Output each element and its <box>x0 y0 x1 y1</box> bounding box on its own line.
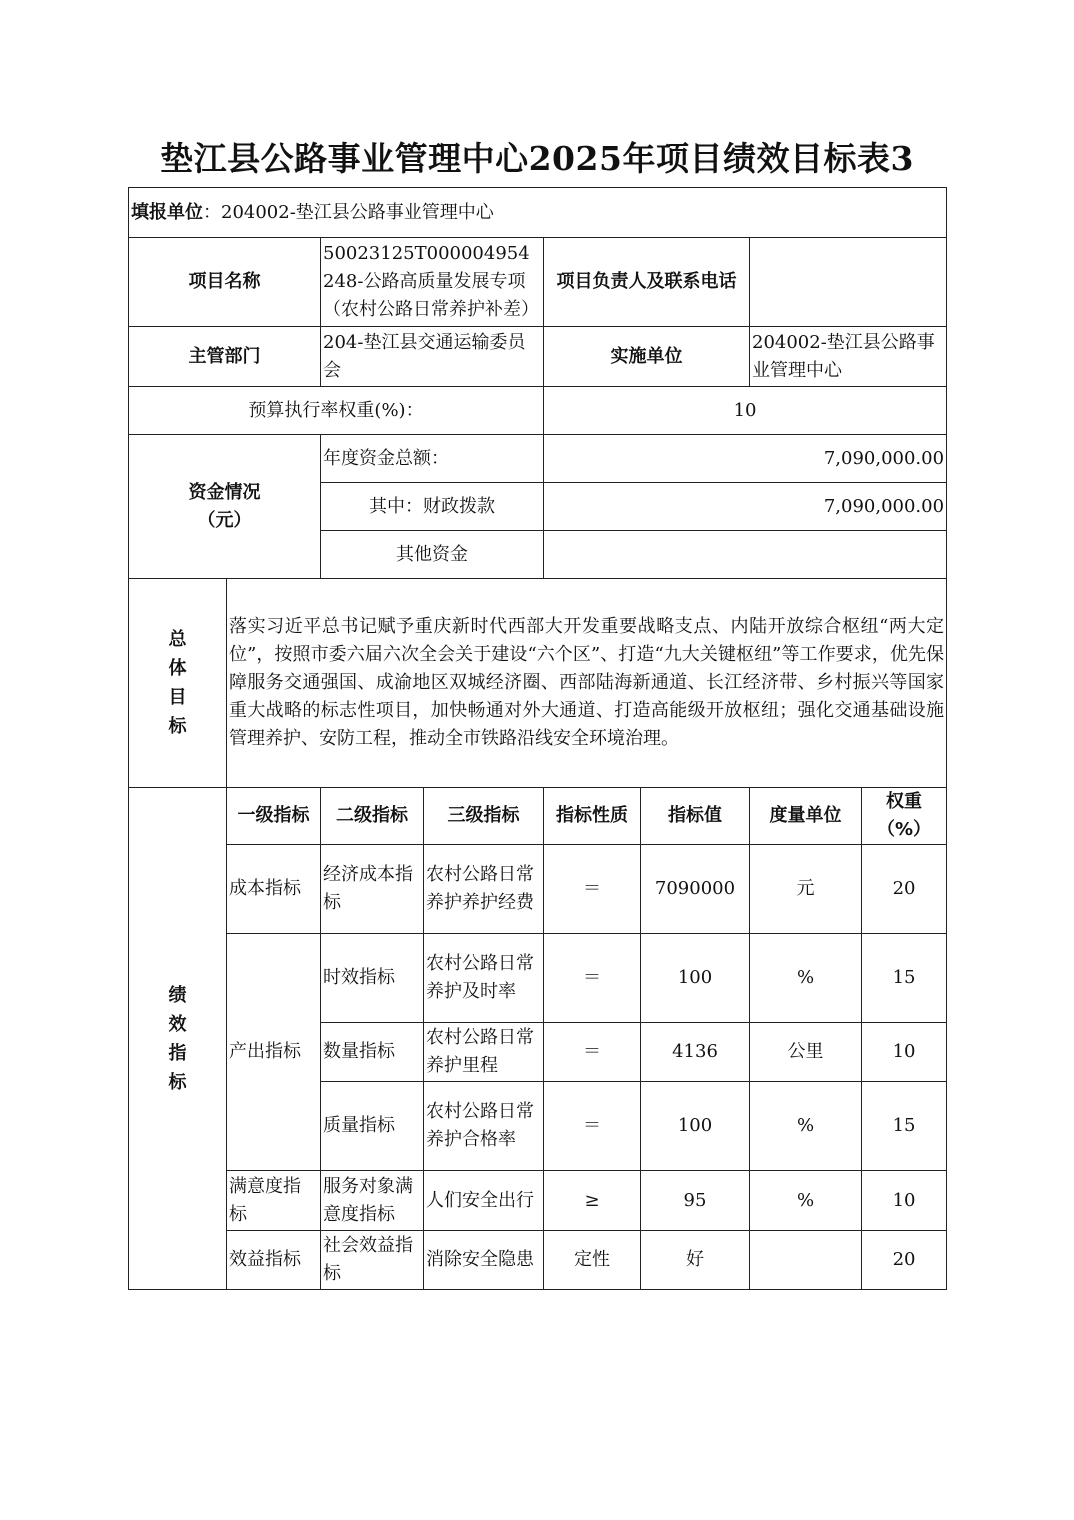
value-cell: 7090000 <box>641 845 750 934</box>
goal-label-char: 体 <box>168 658 187 679</box>
project-contact-value <box>750 238 947 327</box>
header-unit: 度量单位 <box>750 788 862 845</box>
fill-unit-value: 204002-垫江县公路事业管理中心 <box>221 201 494 223</box>
level3-cell: 人们安全出行 <box>424 1171 544 1231</box>
dept-label: 主管部门 <box>129 327 321 387</box>
funds-label-line2: （元） <box>197 509 252 531</box>
weight-cell: 10 <box>862 1023 947 1082</box>
level3-cell: 农村公路日常养护及时率 <box>424 934 544 1023</box>
weight-cell: 20 <box>862 1231 947 1290</box>
indicators-label <box>129 788 227 1290</box>
dept-value: 204-垫江县交通运输委员会 <box>321 327 544 387</box>
header-nature: 指标性质 <box>544 788 641 845</box>
unit-cell: % <box>750 1171 862 1231</box>
level3-cell: 消除安全隐患 <box>424 1231 544 1290</box>
funds-fiscal-value: 7,090,000.00 <box>544 483 947 531</box>
nature-cell: 定性 <box>544 1231 641 1290</box>
nature-cell: ＝ <box>544 1023 641 1082</box>
group-satisfaction: 满意度指标 <box>227 1171 321 1231</box>
header-level1: 一级指标 <box>227 788 321 845</box>
impl-unit-value: 204002-垫江县公路事业管理中心 <box>750 327 947 387</box>
table-row <box>129 845 947 934</box>
unit-cell: % <box>750 934 862 1023</box>
funds-total-value: 7,090,000.00 <box>544 435 947 483</box>
group-output: 产出指标 <box>227 934 321 1171</box>
level2-cell: 社会效益指标 <box>321 1231 424 1290</box>
indicators-label-char: 绩 <box>168 984 187 1006</box>
funds-total-label: 年度资金总额： <box>321 435 544 483</box>
value-cell: 好 <box>641 1231 750 1290</box>
project-name-value: 50023125T000004954248-公路高质量发展专项（农村公路日常养护补差） <box>321 238 544 327</box>
goal-label-char: 目 <box>168 687 187 708</box>
table-row <box>129 1231 947 1290</box>
weight-cell: 15 <box>862 934 947 1023</box>
level3-cell: 农村公路日常养护里程 <box>424 1023 544 1082</box>
goal-label-char: 总 <box>168 629 187 650</box>
fill-unit-label: 填报单位 <box>131 201 203 223</box>
document-title: 垫江县公路事业管理中心2025年项目绩效目标表3 <box>160 139 914 178</box>
funds-fiscal-label: 其中：财政拨款 <box>321 483 544 531</box>
header-value: 指标值 <box>641 788 750 845</box>
project-contact-label: 项目负责人及联系电话 <box>544 238 750 327</box>
project-name-label: 项目名称 <box>129 238 321 327</box>
table-row <box>129 1171 947 1231</box>
funds-label <box>129 435 321 579</box>
funds-other-value <box>544 531 947 579</box>
overall-goal-text: 落实习近平总书记赋予重庆新时代西部大开发重要战略支点、内陆开放综合枢纽“两大定位”，按照市委六届六次全会关于建设“六个区”、打造“九大关键枢纽”等工作要求，优先保障服务交通强国、成渝地区双城经济圈、西部陆海新通道、长江经济带、乡村振兴等国家重大战略的标志性项目，加快畅通对外大通道、打造高能级开放枢纽；强化交通基础设施管理养护、安防工程，推动全市铁路沿线安全环境治理。 <box>227 579 947 788</box>
funds-label-line1: 资金情况 <box>188 481 261 503</box>
value-cell: 100 <box>641 1082 750 1171</box>
nature-cell: ≥ <box>544 1171 641 1231</box>
level2-cell: 经济成本指标 <box>321 845 424 934</box>
budget-rate-label: 预算执行率权重(%)： <box>129 387 544 435</box>
level2-cell: 时效指标 <box>321 934 424 1023</box>
nature-cell: ＝ <box>544 1082 641 1171</box>
indicators-label-char: 标 <box>168 1071 187 1093</box>
value-cell: 100 <box>641 934 750 1023</box>
level2-cell: 质量指标 <box>321 1082 424 1171</box>
fill-unit-sep: ： <box>203 201 221 223</box>
value-cell: 95 <box>641 1171 750 1231</box>
level2-cell: 服务对象满意度指标 <box>321 1171 424 1231</box>
unit-cell: % <box>750 1082 862 1171</box>
budget-rate-value: 10 <box>544 387 947 435</box>
indicators-label-char: 指 <box>168 1042 187 1064</box>
group-benefit: 效益指标 <box>227 1231 321 1290</box>
header-level2: 二级指标 <box>321 788 424 845</box>
overall-goal-label <box>129 579 227 788</box>
nature-cell: ＝ <box>544 845 641 934</box>
weight-cell: 15 <box>862 1082 947 1171</box>
nature-cell: ＝ <box>544 934 641 1023</box>
level3-cell: 农村公路日常养护养护经费 <box>424 845 544 934</box>
fill-unit-cell <box>129 188 947 238</box>
level3-cell: 农村公路日常养护合格率 <box>424 1082 544 1171</box>
performance-target-table <box>128 187 947 1290</box>
impl-unit-label: 实施单位 <box>544 327 750 387</box>
weight-cell: 10 <box>862 1171 947 1231</box>
level2-cell: 数量指标 <box>321 1023 424 1082</box>
goal-label-char: 标 <box>168 716 187 737</box>
indicators-label-char: 效 <box>168 1013 187 1035</box>
group-cost: 成本指标 <box>227 845 321 934</box>
value-cell: 4136 <box>641 1023 750 1082</box>
unit-cell: 元 <box>750 845 862 934</box>
header-weight: 权重（%） <box>862 788 947 845</box>
unit-cell <box>750 1231 862 1290</box>
table-row <box>129 934 947 1023</box>
funds-other-label: 其他资金 <box>321 531 544 579</box>
header-level3: 三级指标 <box>424 788 544 845</box>
weight-cell: 20 <box>862 845 947 934</box>
unit-cell: 公里 <box>750 1023 862 1082</box>
